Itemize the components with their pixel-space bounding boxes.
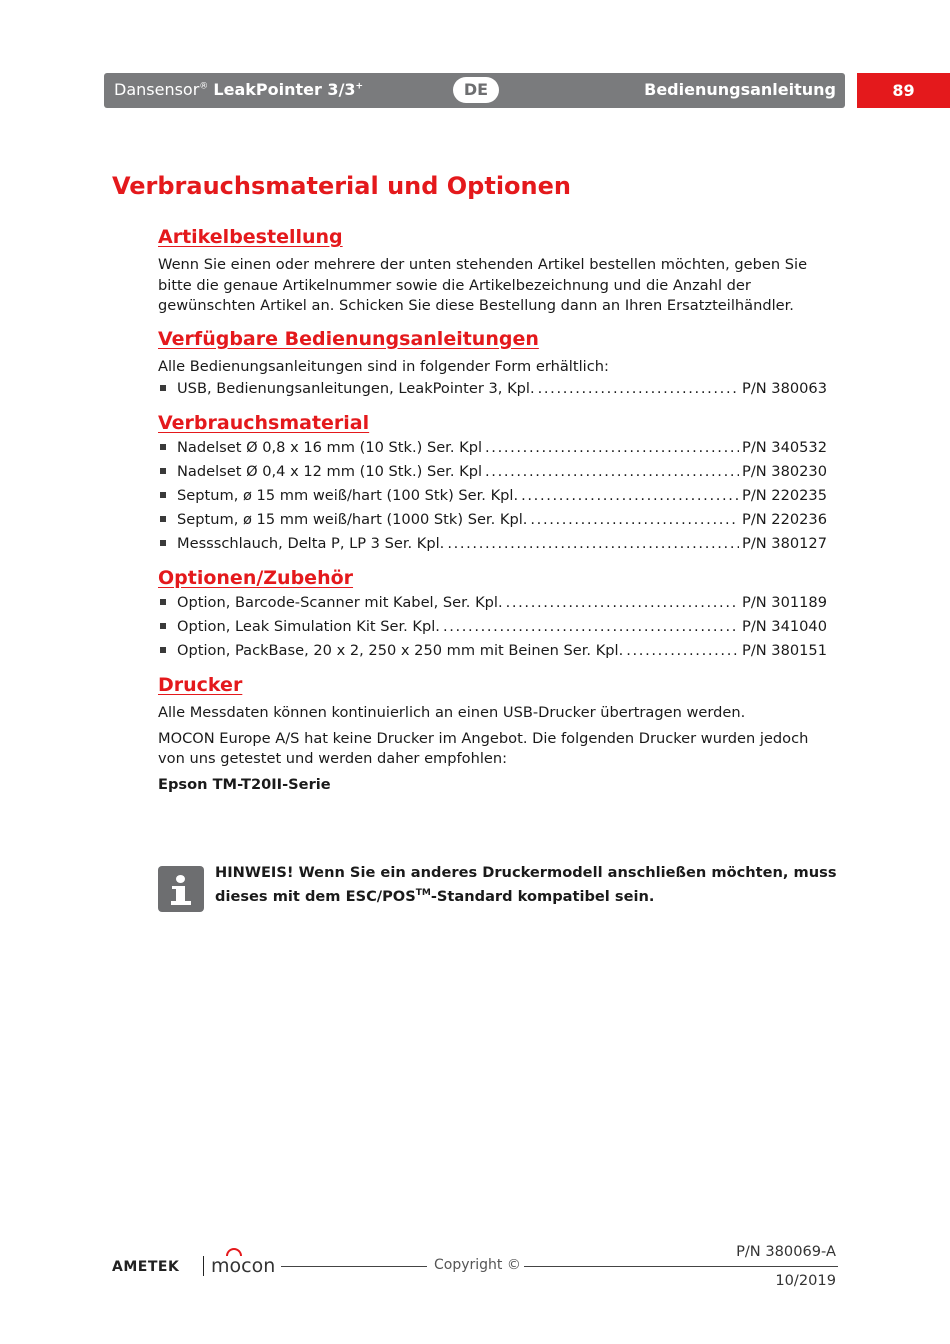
list-item bbox=[158, 460, 838, 484]
bullet-icon bbox=[160, 468, 166, 474]
item-part-number: P/N 380151 bbox=[742, 642, 827, 659]
dot-leader bbox=[538, 377, 739, 401]
item-name: Option, Barcode-Scanner mit Kabel, Ser. Kpl. bbox=[177, 594, 503, 611]
list-item bbox=[158, 436, 838, 460]
dot-leader bbox=[530, 508, 739, 532]
document-part-number: P/N 380069-A bbox=[736, 1243, 836, 1260]
dot-leader bbox=[485, 436, 739, 460]
logo-divider bbox=[203, 1256, 204, 1276]
brand-plus: + bbox=[355, 81, 364, 92]
dot-leader bbox=[506, 591, 739, 615]
list-item bbox=[158, 484, 838, 508]
brand-product: LeakPointer 3/3 bbox=[213, 80, 356, 99]
section-heading-printer: Drucker bbox=[158, 674, 243, 696]
printer-text-1: Alle Messdaten können kontinuierlich an einen USB-Drucker übertragen werden. bbox=[158, 704, 746, 721]
bullet-icon bbox=[160, 516, 166, 522]
section-heading-options: Optionen/Zubehör bbox=[158, 567, 354, 589]
list-item bbox=[158, 508, 838, 532]
bullet-icon bbox=[160, 444, 166, 450]
note-text-main: HINWEIS! Wenn Sie ein anderes Druckermodell anschließen möchten, muss dieses mit dem ESC/POS bbox=[215, 864, 837, 905]
dot-leader bbox=[521, 484, 739, 508]
printer-text-2: MOCON Europe A/S hat keine Drucker im Angebot. Die folgenden Drucker wurden jedoch von uns getestet und werden daher empfohlen: bbox=[158, 729, 809, 767]
item-part-number: P/N 301189 bbox=[742, 594, 827, 611]
item-part-number: P/N 220235 bbox=[742, 487, 827, 504]
manuals-intro: Alle Bedienungsanleitungen sind in folgender Form erhältlich: bbox=[158, 357, 609, 375]
section-heading-ordering: Artikelbestellung bbox=[158, 226, 343, 248]
info-icon bbox=[158, 866, 204, 912]
bullet-icon bbox=[160, 385, 166, 391]
item-name: Nadelset Ø 0,8 x 16 mm (10 Stk.) Ser. Kpl bbox=[177, 439, 483, 456]
footer-rule-right bbox=[524, 1266, 838, 1267]
bullet-icon bbox=[160, 647, 166, 653]
header-doc-type: Bedienungsanleitung bbox=[644, 80, 836, 99]
header-brand bbox=[114, 80, 363, 99]
list-item bbox=[158, 639, 838, 663]
dot-leader bbox=[626, 639, 739, 663]
note-text-end: -Standard kompatibel sein. bbox=[430, 887, 655, 905]
item-part-number: P/N 341040 bbox=[742, 618, 827, 635]
trademark-mark: TM bbox=[415, 888, 431, 898]
brand-prefix: Dansensor bbox=[114, 80, 200, 99]
bullet-icon bbox=[160, 623, 166, 629]
brand-registered-mark: ® bbox=[199, 81, 209, 92]
bullet-icon bbox=[160, 599, 166, 605]
section-heading-manuals: Verfügbare Bedienungsanleitungen bbox=[158, 327, 539, 350]
item-name: Nadelset Ø 0,4 x 12 mm (10 Stk.) Ser. Kpl bbox=[177, 463, 483, 480]
document-date: 10/2019 bbox=[775, 1272, 836, 1289]
item-name: Septum, ø 15 mm weiß/hart (1000 Stk) Ser. Kpl. bbox=[177, 511, 528, 528]
section-heading-consumables: Verbrauchsmaterial bbox=[158, 412, 370, 434]
printer-model: Epson TM-T20II-Serie bbox=[158, 775, 331, 793]
bullet-icon bbox=[160, 540, 166, 546]
item-name: Messschlauch, Delta P, LP 3 Ser. Kpl. bbox=[177, 535, 445, 552]
item-name: Option, Leak Simulation Kit Ser. Kpl. bbox=[177, 618, 440, 635]
ordering-text: Wenn Sie einen oder mehrere der unten stehenden Artikel bestellen möchten, geben Sie bitte die genaue Artikelnummer sowie die Artikelbezeichnung und die Anzahl der gewünschten Artikel an. Schicken Sie diese Bestellung dann an Ihren Ersatzteilhändler. bbox=[158, 256, 808, 314]
dot-leader bbox=[443, 615, 739, 639]
item-part-number: P/N 380127 bbox=[742, 535, 827, 552]
page-title: Verbrauchsmaterial und Optionen bbox=[112, 172, 571, 200]
copyright: Copyright © bbox=[434, 1257, 521, 1273]
bullet-icon bbox=[160, 492, 166, 498]
item-name: Option, PackBase, 20 x 2, 250 x 250 mm mit Beinen Ser. Kpl. bbox=[177, 642, 624, 659]
mocon-logo: mocon bbox=[211, 1255, 276, 1277]
list-item bbox=[158, 615, 838, 639]
language-badge: DE bbox=[453, 77, 499, 103]
footer-logos bbox=[112, 1252, 277, 1280]
dot-leader bbox=[447, 532, 739, 556]
dot-leader bbox=[485, 460, 739, 484]
item-part-number: P/N 380063 bbox=[742, 380, 827, 397]
list-item bbox=[158, 591, 838, 615]
item-name: USB, Bedienungsanleitungen, LeakPointer 3, Kpl. bbox=[177, 380, 535, 397]
list-item bbox=[158, 532, 838, 556]
ametek-logo: AMETEK bbox=[112, 1259, 180, 1275]
manuals-list bbox=[158, 377, 838, 401]
note-box bbox=[158, 862, 838, 914]
page-number: 89 bbox=[857, 73, 950, 108]
options-list bbox=[158, 591, 838, 663]
note-text bbox=[215, 862, 845, 907]
consumables-list bbox=[158, 436, 838, 556]
list-item bbox=[158, 377, 838, 401]
footer-rule-left bbox=[281, 1266, 427, 1267]
main-content bbox=[158, 224, 838, 795]
item-part-number: P/N 220236 bbox=[742, 511, 827, 528]
item-part-number: P/N 380230 bbox=[742, 463, 827, 480]
item-name: Septum, ø 15 mm weiß/hart (100 Stk) Ser. Kpl. bbox=[177, 487, 519, 504]
item-part-number: P/N 340532 bbox=[742, 439, 827, 456]
page-header bbox=[104, 73, 845, 108]
